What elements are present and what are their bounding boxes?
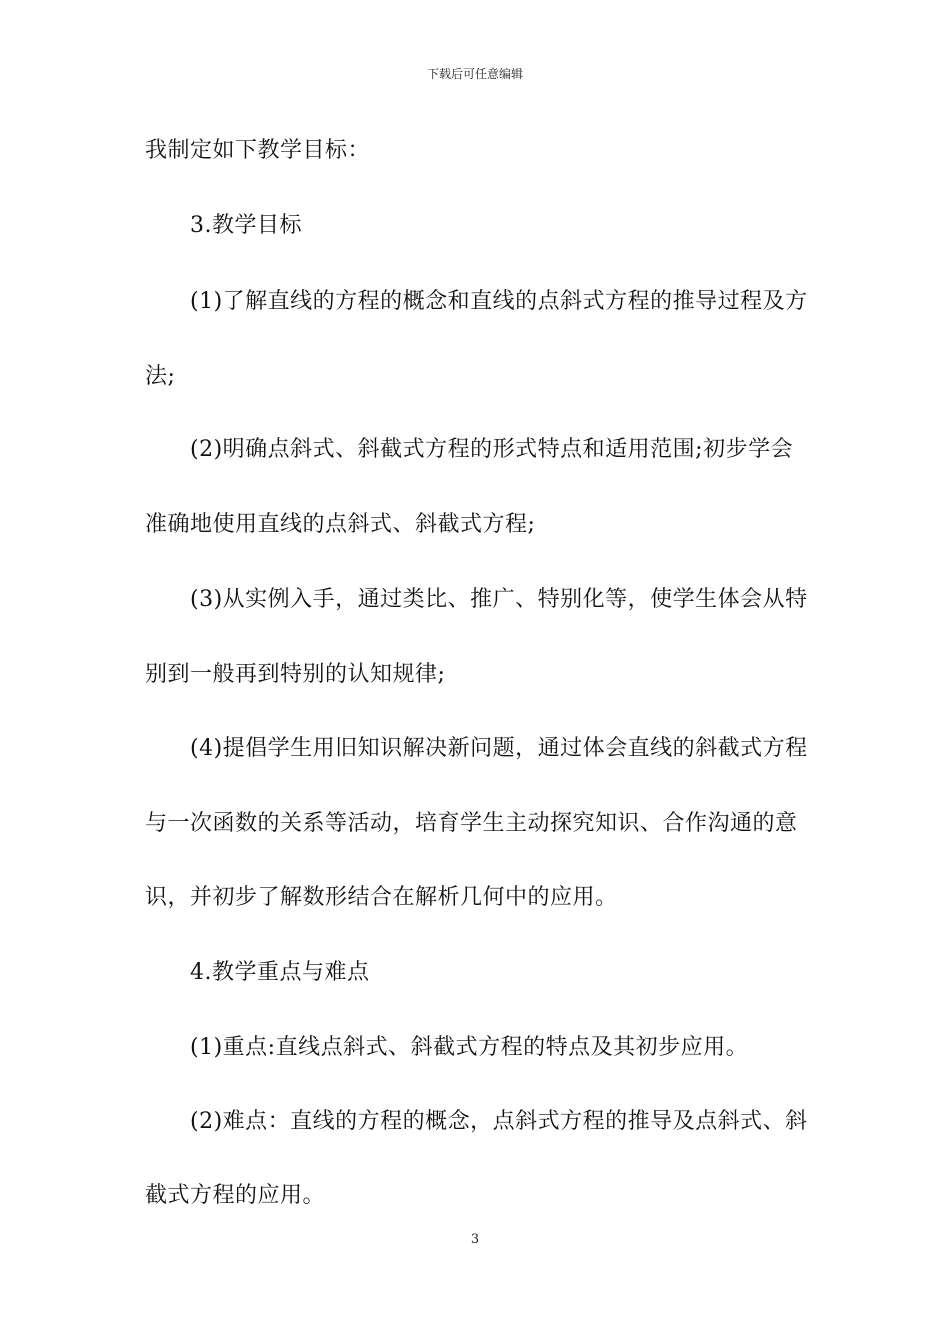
text-line-intro: 我制定如下教学目标： [145, 138, 371, 163]
objective-4-line-1: (4)提倡学生用旧知识解决新问题，通过体会直线的斜截式方程 [190, 736, 808, 761]
objective-1-line-2: 法; [145, 364, 176, 389]
key-point-line: (1)重点:直线点斜式、斜截式方程的特点及其初步应用。 [190, 1035, 749, 1060]
difficulty-line-2: 截式方程的应用。 [145, 1183, 326, 1208]
objective-4-line-3: 识，并初步了解数形结合在解析几何中的应用。 [145, 885, 618, 910]
objective-1-line-1: (1)了解直线的方程的概念和直线的点斜式方程的推导过程及方 [190, 289, 808, 314]
difficulty-line-1: (2)难点：直线的方程的概念，点斜式方程的推导及点斜式、斜 [190, 1109, 808, 1134]
objective-2-line-2: 准确地使用直线的点斜式、斜截式方程; [145, 512, 536, 537]
objective-3-line-2: 别到一般再到特别的认知规律; [145, 662, 446, 687]
objective-2-line-1: (2)明确点斜式、斜截式方程的形式特点和适用范围;初步学会 [190, 437, 794, 462]
section-heading-objectives: 3.教学目标 [190, 213, 302, 238]
section-heading-key-points: 4.教学重点与难点 [190, 960, 370, 985]
page-number: 3 [470, 1232, 480, 1247]
objective-3-line-1: (3)从实例入手，通过类比、推广、特别化等，使学生体会从特 [190, 587, 808, 612]
header-note: 下载后可任意编辑 [426, 67, 523, 81]
objective-4-line-2: 与一次函数的关系等活动，培育学生主动探究知识、合作沟通的意 [145, 811, 798, 836]
